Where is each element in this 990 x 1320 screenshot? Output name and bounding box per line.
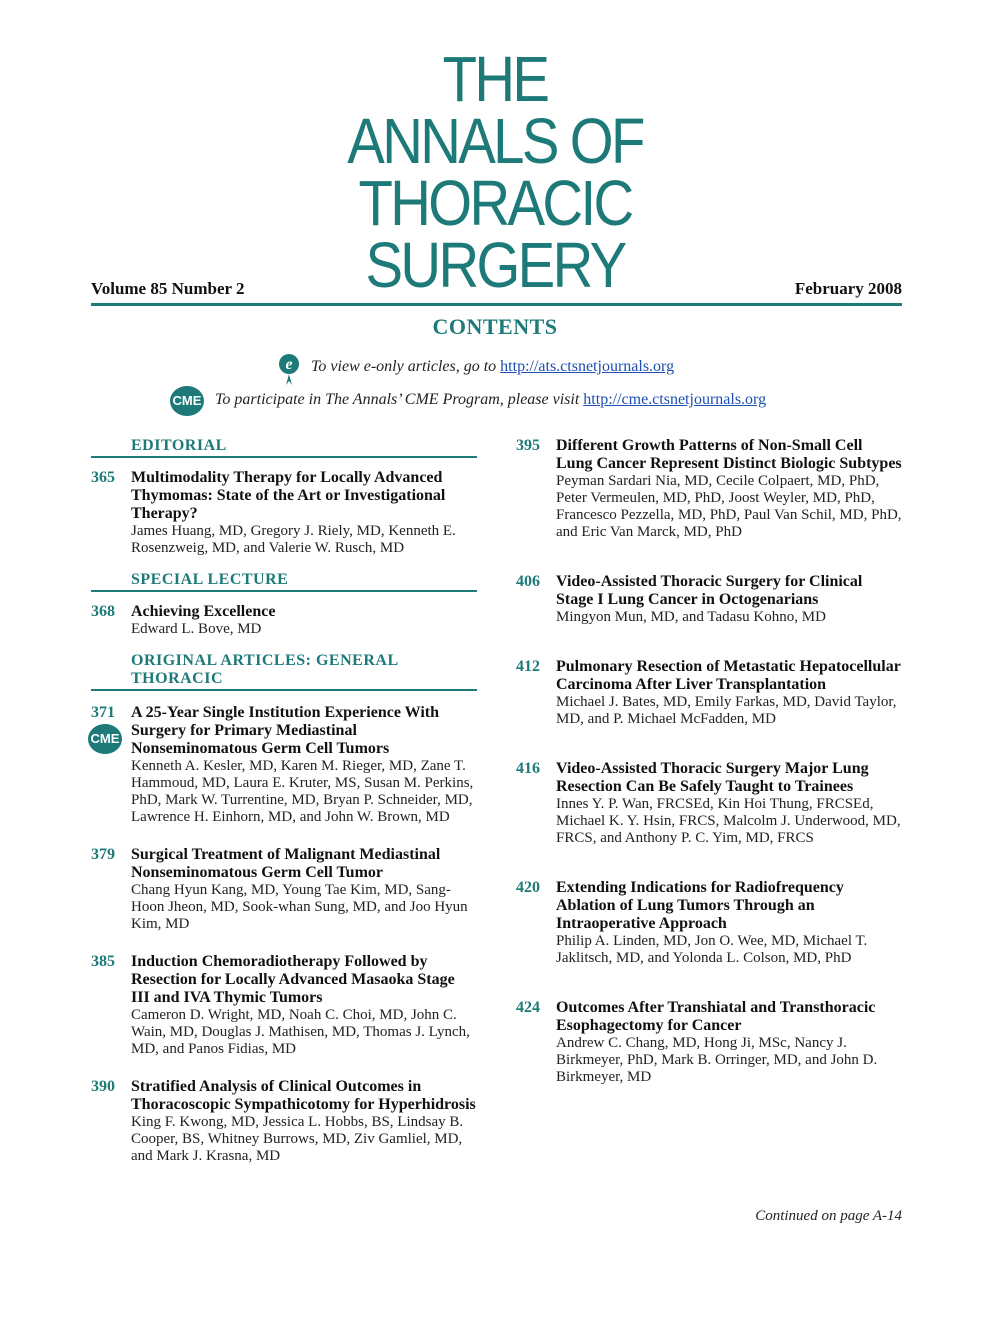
- page-number: 406: [516, 573, 540, 590]
- article-authors: Kenneth A. Kesler, MD, Karen M. Rieger, MD, Zane T. Hammoud, MD, Laura E. Kruter, MS, Susan M. Perkins, PhD, Mark W. Turrentine, MD, Bryan P. Schneider, MD, Lawrence H. Einhorn, MD, and John W. Brown, MD: [131, 758, 474, 825]
- logo-line-4: SURGERY: [365, 229, 625, 301]
- section-heading-special-lecture: SPECIAL LECTURE: [91, 571, 477, 592]
- article-entry[interactable]: [91, 603, 477, 638]
- svg-text:e: e: [285, 356, 293, 373]
- cme-text: To participate in The Annals’ CME Program, please visit: [215, 391, 580, 408]
- logo-line-2: ANNALS OF: [347, 105, 643, 177]
- cme-link[interactable]: http://cme.ctsnetjournals.org: [583, 391, 767, 408]
- article-title[interactable]: Pulmonary Resection of Metastatic Hepatocellular Carcinoma After Liver Transplantation: [556, 658, 901, 693]
- section-heading-editorial: EDITORIAL: [91, 437, 477, 458]
- article-title[interactable]: Different Growth Patterns of Non-Small Cell Lung Cancer Represent Distinct Biologic Subtypes: [556, 437, 902, 472]
- article-entry[interactable]: [516, 658, 902, 728]
- article-entry[interactable]: [91, 704, 477, 826]
- contents-title: CONTENTS: [432, 314, 558, 339]
- article-title[interactable]: Extending Indications for Radiofrequency Ablation of Lung Tumors Through an Intraoperative Approach: [556, 879, 844, 932]
- page-number: 424: [516, 999, 540, 1016]
- page-number: 379: [91, 846, 115, 863]
- article-entry[interactable]: [91, 846, 477, 933]
- header-rule: [91, 303, 902, 306]
- article-entry[interactable]: [516, 879, 902, 967]
- e-only-text: To view e-only articles, go to: [311, 358, 497, 375]
- page-number: 395: [516, 437, 540, 454]
- cme-icon: CME: [88, 724, 122, 754]
- article-authors: James Huang, MD, Gregory J. Riely, MD, Kenneth E. Rosenzweig, MD, and Valerie W. Rusch, MD: [131, 523, 456, 556]
- article-entry[interactable]: [516, 437, 902, 541]
- article-authors: King F. Kwong, MD, Jessica L. Hobbs, BS, Lindsay B. Cooper, BS, Whitney Burrows, MD, Ziv Gamliel, MD, and Mark J. Krasna, MD: [131, 1114, 464, 1164]
- cme-icon: CME: [170, 386, 204, 416]
- article-title[interactable]: Achieving Excellence: [131, 603, 276, 620]
- article-authors: Chang Hyun Kang, MD, Young Tae Kim, MD, Sang-Hoon Jheon, MD, Sook-whan Sung, MD, and Joo Hyun Kim, MD: [131, 882, 468, 932]
- article-title[interactable]: Multimodality Therapy for Locally Advanced Thymomas: State of the Art or Investigational Therapy?: [131, 469, 446, 522]
- article-entry[interactable]: [516, 760, 902, 847]
- article-authors: Cameron D. Wright, MD, Noah C. Choi, MD, John C. Wain, MD, Douglas J. Mathisen, MD, Thomas J. Lynch, MD, and Panos Fidias, MD: [131, 1007, 470, 1057]
- logo-line-3: THORACIC: [358, 167, 632, 239]
- article-title[interactable]: Surgical Treatment of Malignant Mediastinal Nonseminomatous Germ Cell Tumor: [131, 846, 441, 881]
- continued-note: Continued on page A-14: [755, 1208, 902, 1224]
- article-authors: Michael J. Bates, MD, Emily Farkas, MD, David Taylor, MD, and P. Michael McFadden, MD: [556, 694, 897, 727]
- e-only-icon: [276, 352, 302, 386]
- page-number: 420: [516, 879, 540, 896]
- e-only-link[interactable]: http://ats.ctsnetjournals.org: [500, 358, 675, 375]
- page-number: 371: [91, 704, 115, 721]
- issue-date: February 2008: [794, 279, 902, 298]
- page-number: 368: [91, 603, 115, 620]
- page-number: 390: [91, 1078, 115, 1095]
- article-title[interactable]: A 25-Year Single Institution Experience With Surgery for Primary Mediastinal Nonseminomatous Germ Cell Tumors: [131, 704, 440, 757]
- cme-line: [215, 391, 766, 409]
- article-title[interactable]: Outcomes After Transhiatal and Transthoracic Esophagectomy for Cancer: [556, 999, 876, 1034]
- article-authors: Innes Y. P. Wan, FRCSEd, Kin Hoi Thung, FRCSEd, Michael K. Y. Hsin, FRCS, Malcolm J. Underwood, MD, FRCS, and Anthony P. C. Yim, MD, FRCS: [556, 796, 901, 846]
- left-column: [91, 437, 477, 1165]
- section-heading-original-articles: ORIGINAL ARTICLES: GENERAL THORACIC: [91, 652, 477, 691]
- page-number: 385: [91, 953, 115, 970]
- article-title[interactable]: Stratified Analysis of Clinical Outcomes in Thoracoscopic Sympathicotomy for Hyperhidrosis: [131, 1078, 476, 1113]
- article-authors: Edward L. Bove, MD: [131, 621, 262, 637]
- e-only-line: [311, 358, 674, 376]
- article-title[interactable]: Video-Assisted Thoracic Surgery Major Lung Resection Can Be Safely Taught to Trainees: [556, 760, 869, 795]
- journal-logo: [59, 43, 930, 301]
- page-number: 412: [516, 658, 540, 675]
- article-authors: Philip A. Linden, MD, Jon O. Wee, MD, Michael T. Jaklitsch, MD, and Yolonda L. Colson, MD, PhD: [556, 933, 868, 966]
- article-entry[interactable]: [91, 469, 477, 557]
- article-title[interactable]: Video-Assisted Thoracic Surgery for Clinical Stage I Lung Cancer in Octogenarians: [556, 573, 863, 608]
- volume-info: Volume 85 Number 2: [91, 279, 245, 298]
- article-authors: Peyman Sardari Nia, MD, Cecile Colpaert, MD, PhD, Peter Vermeulen, MD, PhD, Joost Weyler, MD, PhD, Francesco Pezzella, MD, PhD, Paul Van Schil, MD, PhD, and Eric Van Marck, MD, PhD: [556, 473, 902, 540]
- article-title[interactable]: Induction Chemoradiotherapy Followed by Resection for Locally Advanced Masaoka Stage III and IVA Thymic Tumors: [131, 953, 455, 1006]
- article-entry[interactable]: [91, 953, 477, 1058]
- article-authors: Mingyon Mun, MD, and Tadasu Kohno, MD: [556, 609, 826, 625]
- logo-line-1: THE: [442, 43, 548, 115]
- page-number: 365: [91, 469, 115, 486]
- article-entry[interactable]: [516, 573, 902, 626]
- article-authors: Andrew C. Chang, MD, Hong Ji, MSc, Nancy J. Birkmeyer, PhD, Mark B. Orringer, MD, and John D. Birkmeyer, MD: [556, 1035, 878, 1085]
- article-entry[interactable]: [516, 999, 902, 1086]
- article-entry[interactable]: [91, 1078, 477, 1165]
- right-column: [516, 437, 902, 1086]
- page-number: 416: [516, 760, 540, 777]
